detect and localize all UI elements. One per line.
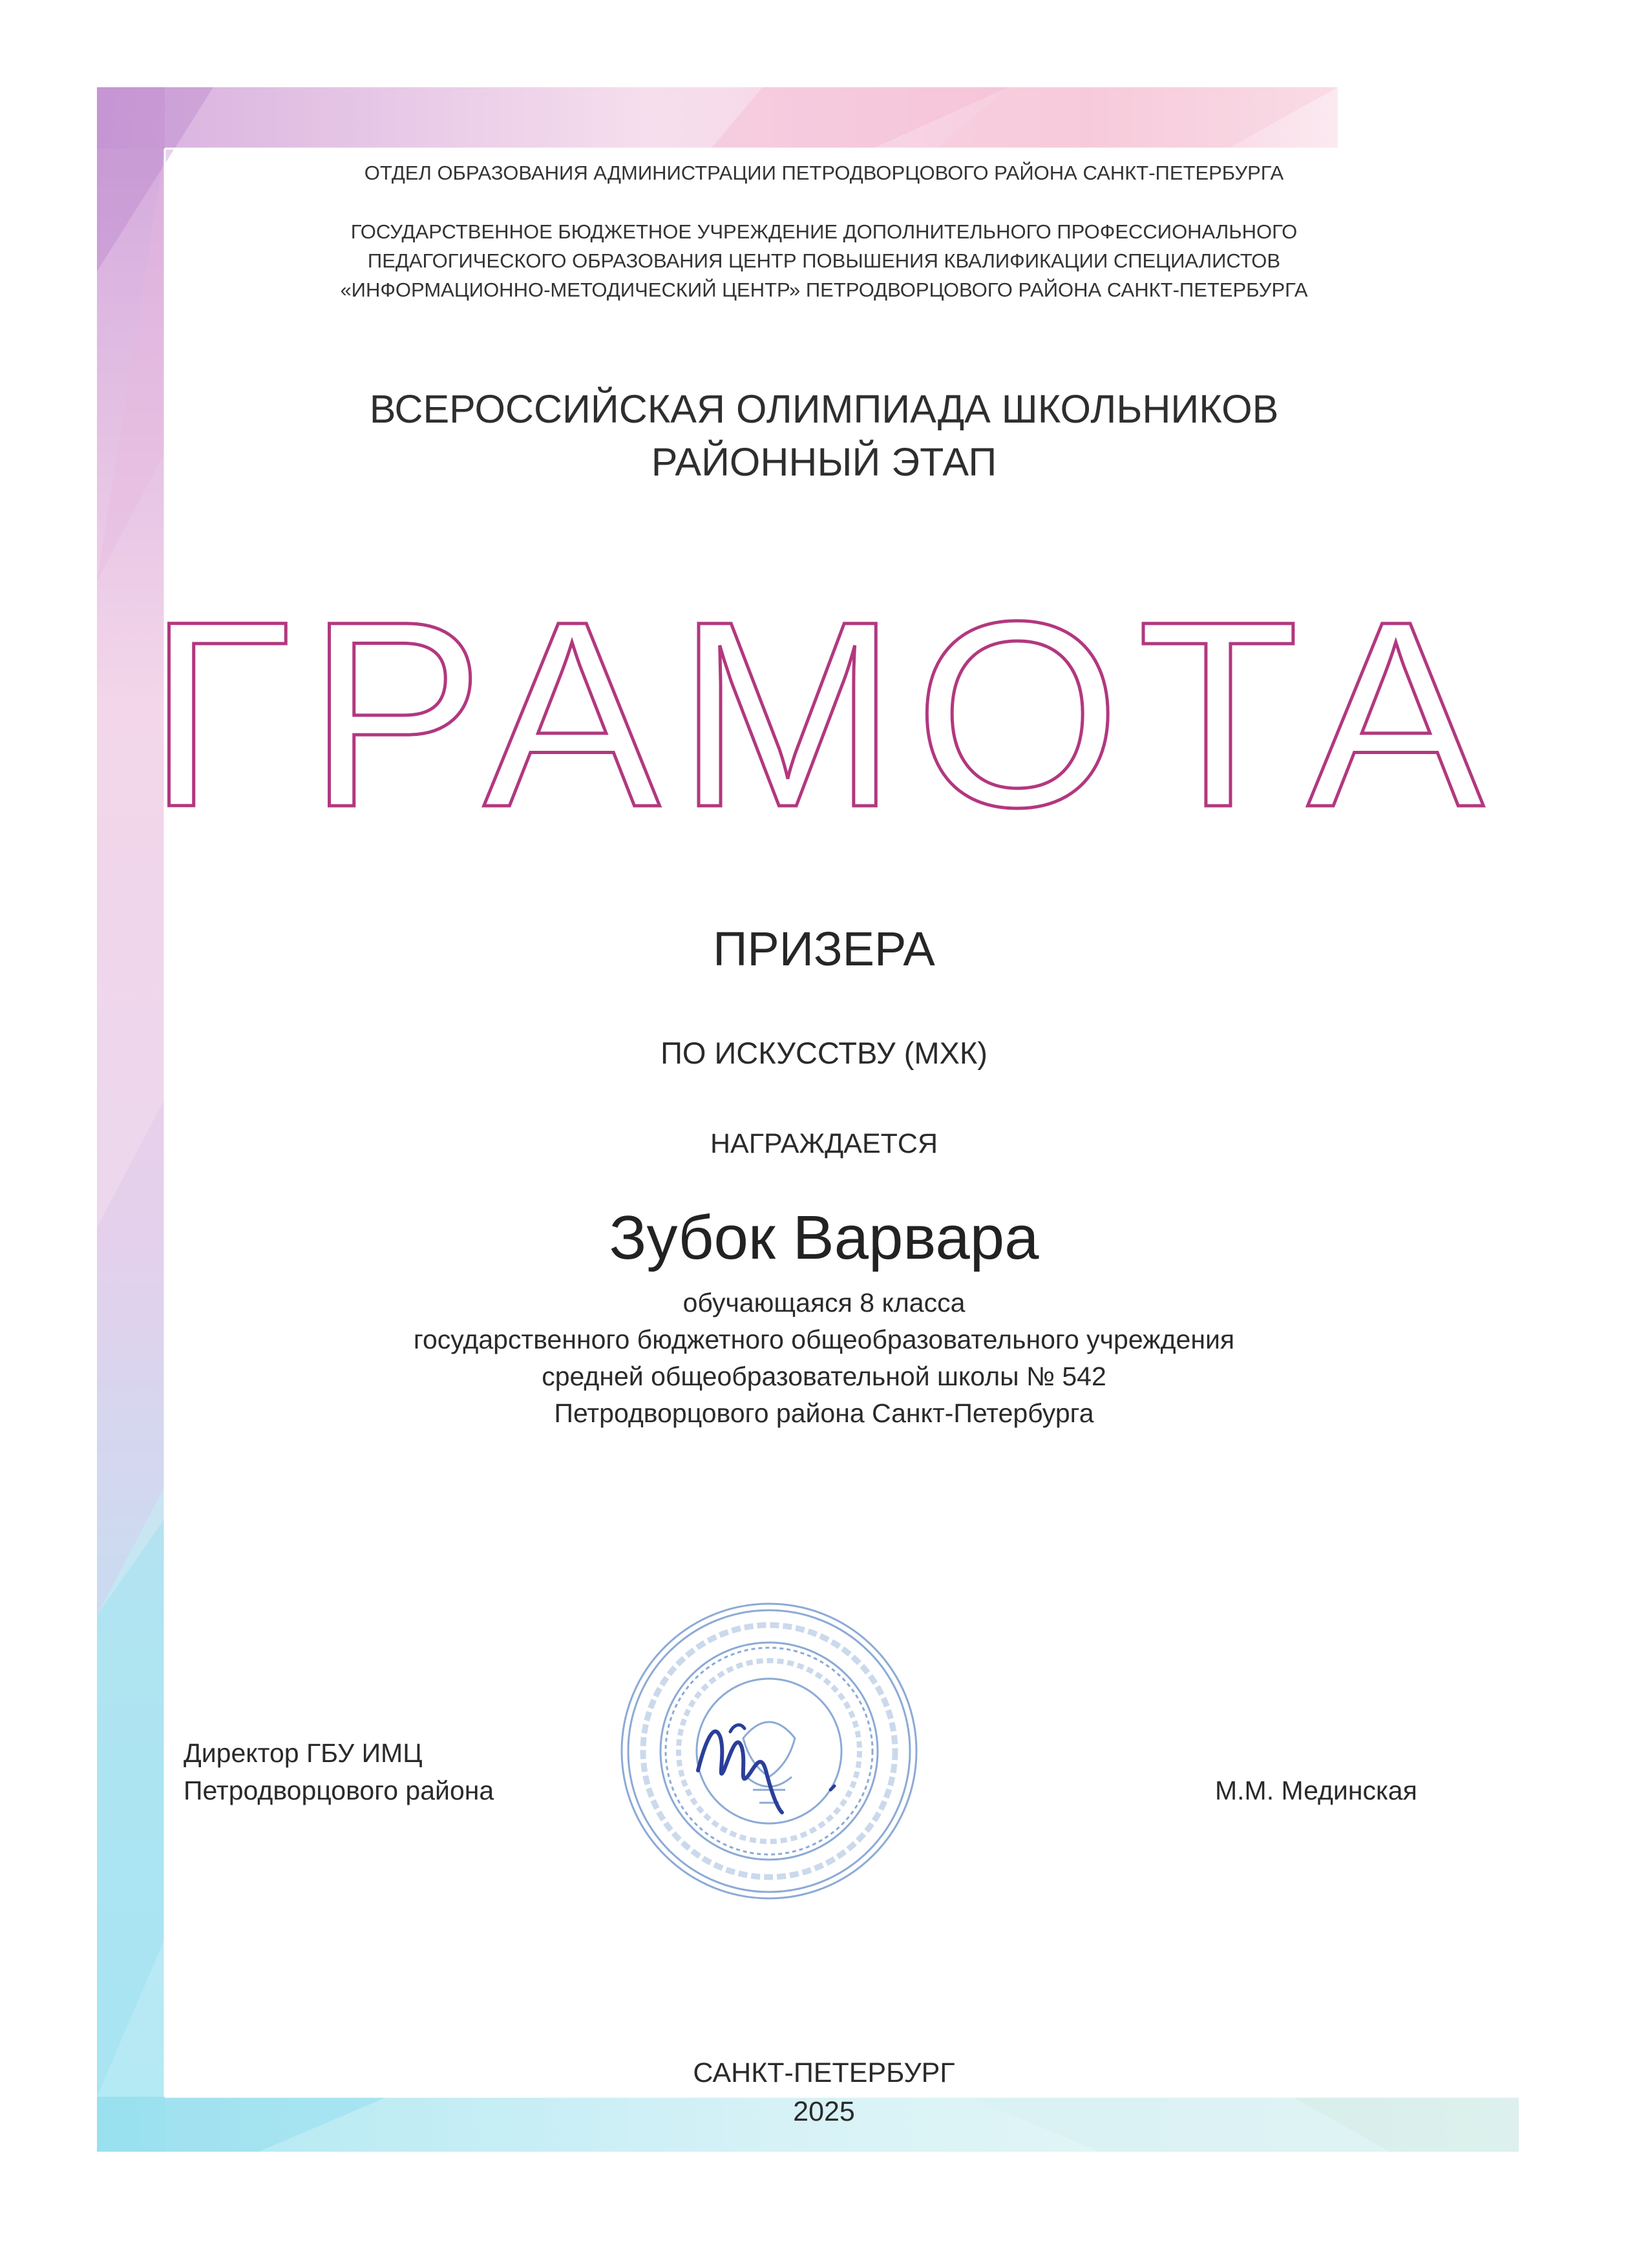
recipient-details [0, 1285, 1648, 1432]
recipient-detail-line: обучающаяся 8 класса [682, 1288, 966, 1318]
recipient-name: Зубок Варвара [609, 1203, 1039, 1272]
institution-line: ГОСУДАРСТВЕННОЕ БЮДЖЕТНОЕ УЧРЕЖДЕНИЕ ДОПОЛНИТЕЛЬНОГО ПРОФЕССИОНАЛЬНОГО [350, 220, 1298, 243]
institution-line: ПЕДАГОГИЧЕСКОГО ОБРАЗОВАНИЯ ЦЕНТР ПОВЫШЕНИЯ КВАЛИФИКАЦИИ СПЕЦИАЛИСТОВ [367, 249, 1281, 272]
recipient-detail-line: государственного бюджетного общеобразовательного учреждения [413, 1325, 1235, 1354]
footer-city: САНКТ-ПЕТЕРБУРГ [693, 2057, 955, 2088]
department-header: ОТДЕЛ ОБРАЗОВАНИЯ АДМИНИСТРАЦИИ ПЕТРОДВОРЦОВОГО РАЙОНА САНКТ-ПЕТЕРБУРГА [364, 162, 1284, 184]
footer-year: 2025 [793, 2096, 855, 2127]
award-status: ПРИЗЕРА [713, 922, 935, 976]
institution-line: «ИНФОРМАЦИОННО-МЕТОДИЧЕСКИЙ ЦЕНТР» ПЕТРОДВОРЦОВОГО РАЙОНА САНКТ-ПЕТЕРБУРГА [340, 278, 1308, 301]
awarded-label: НАГРАЖДАЕТСЯ [710, 1128, 938, 1159]
signatory-position [184, 1734, 494, 1809]
recipient-detail-line: Петродворцового района Санкт-Петербурга [554, 1398, 1094, 1428]
certificate-title: ГРАМОТА [147, 566, 1501, 862]
signatory-position-line: Петродворцового района [184, 1776, 494, 1805]
footer [0, 2053, 1648, 2131]
olympiad-name: ВСЕРОССИЙСКАЯ ОЛИМПИАДА ШКОЛЬНИКОВ [369, 387, 1279, 431]
signatory-name: М.М. Мединская [1215, 1776, 1417, 1805]
institution-header [0, 217, 1648, 304]
handwritten-signature [685, 1693, 866, 1822]
award-subject: ПО ИСКУССТВУ (МХК) [660, 1036, 988, 1070]
olympiad-heading [0, 383, 1648, 488]
recipient-detail-line: средней общеобразовательной школы № 542 [542, 1361, 1106, 1391]
olympiad-stage: РАЙОННЫЙ ЭТАП [651, 440, 997, 484]
signatory-position-line: Директор ГБУ ИМЦ [184, 1738, 423, 1768]
